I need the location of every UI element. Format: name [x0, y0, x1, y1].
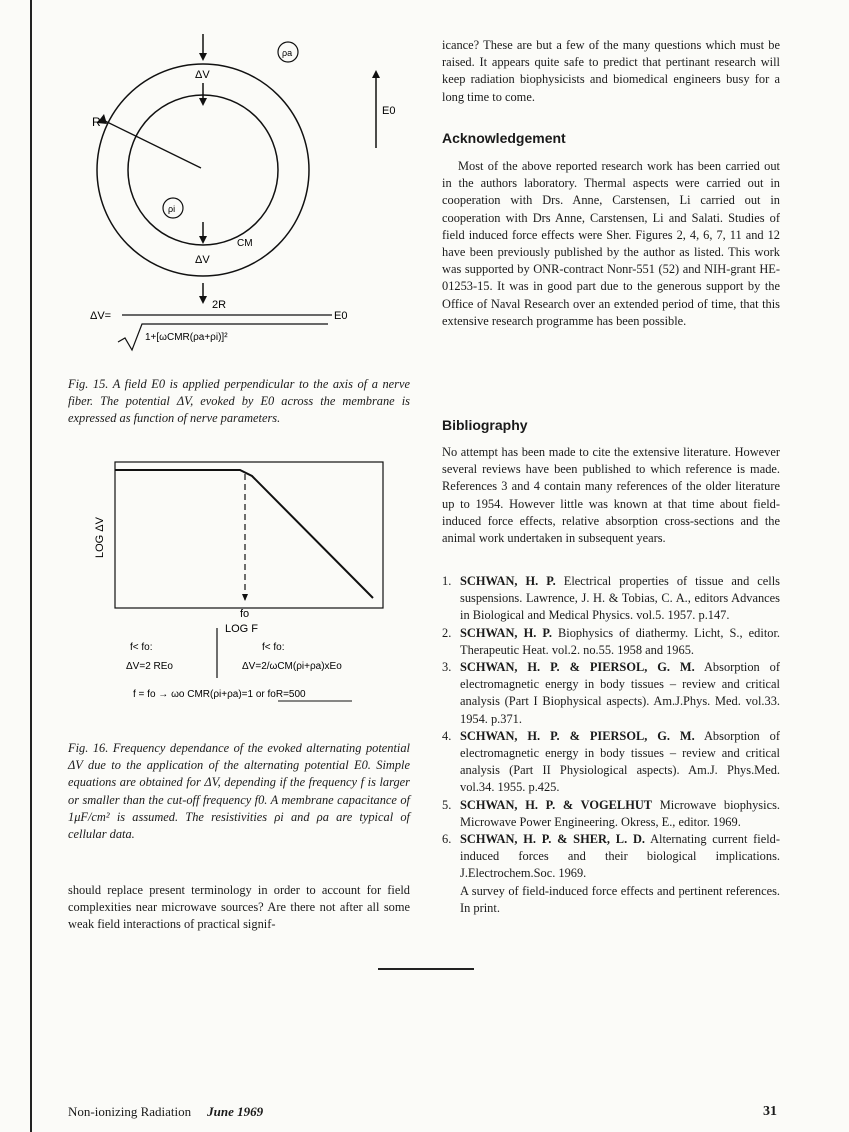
- label-pa: ρa: [282, 48, 293, 58]
- reference-authors: SCHWAN, H. P. & SHER, L. D.: [460, 832, 645, 847]
- figure-15-diagram: [70, 28, 410, 358]
- high-freq-equation: ΔV=2/ωCM(ρi+ρa)xEo: [242, 661, 342, 672]
- reference-authors: SCHWAN, H. P. & VOGELHUT: [460, 797, 653, 812]
- acknowledgement-paragraph: Most of the above reported research work has been carried out in the authors laboratory. Thermal aspects were carried out in cooperation with Drs. Anne, Carstensen, Li carried out in cooperation with Drs Anne, Carstensen, Li and Salati. Studies of field induced force effects were Sher. Figures 2, 4, 6, 7, 11 and 12 have been previously published by the author as listed. This work was supported by ONR-contract Nonr-551 (52) and NIH-grant HE-01253-15. It was in good part due to the generous support by the Office of Naval Research over an extended period of time, that this extensive research programme has been possible.: [442, 159, 780, 328]
- acknowledgement-text: [442, 158, 780, 330]
- bibliography-intro: No attempt has been made to cite the extensive literature. However several reviews have been published to which reference is made. References 3 and 4 contain many references of the older literature up to 1954. However little was known at that time about field-induced force effects, relative absorption cross-sections and the animal work undertaken in subsequent years.: [442, 445, 780, 546]
- label-pi: ρi: [168, 204, 176, 214]
- response-curve: [115, 470, 373, 598]
- formula-rhs: E0: [334, 310, 348, 322]
- reference-text: Electrical properties of tissue and cells suspensions. Lawrence, J. H. & Tobias, C. A., editors Advances in Biological and Medical Physics. vol.5. 1957. p.147.: [460, 574, 780, 623]
- figure-15-caption: Fig. 15. A field E0 is applied perpendicular to the axis of a nerve fiber. The potential ΔV, evoked by E0 across the membrane is expressed as function of nerve parameters.: [68, 377, 410, 426]
- label-r: R: [92, 115, 101, 129]
- high-freq-condition: f< fo:: [262, 642, 285, 653]
- reference-item: 1. SCHWAN, H. P. Electrical properties of tissue and cells suspensions. Lawrence, J. H. & Tobias, C. A., editors Advances in Biological and Medical Physics. vol.5. 1957. p.147.: [442, 574, 780, 623]
- reference-list: [442, 573, 780, 917]
- figure-16-chart: [80, 450, 410, 710]
- plot-frame: [115, 462, 383, 608]
- bibliography-heading: Bibliography: [442, 417, 528, 433]
- reference-text: Absorption of electromagnetic energy in body tissues – review and critical analysis (Part II Physiological aspects). Am.J. Phys.Med. vol.34. 1955. p.425.: [460, 728, 781, 795]
- reference-authors: SCHWAN, H. P.: [460, 574, 556, 588]
- y-axis-label: LOG ΔV: [94, 517, 106, 558]
- issue-date: June 1969: [207, 1104, 264, 1119]
- low-freq-equation: ΔV=2 REo: [126, 661, 173, 672]
- reference-authors: SCHWAN, H. P. & PIERSOL, G. M.: [460, 660, 695, 675]
- reference-text: Microwave biophysics. Microwave Power Engineering. Okress, E., editor. 1969.: [460, 797, 780, 829]
- reference-item: 6. SCHWAN, H. P. & SHER, L. D. Alternating current field-induced forces and their biological implications. J.Electrochem.Soc. 1969.: [442, 832, 780, 881]
- end-rule: [378, 968, 474, 970]
- reference-authors: SCHWAN, H. P. & PIERSOL, G. M.: [460, 728, 695, 743]
- reference-item: 3. SCHWAN, H. P. & PIERSOL, G. M. Absorption of electromagnetic energy in body tissues – review and critical analysis (Part I Biophysical aspects). Am.J.Phys. Med. vol.33. 1954. p.371.: [442, 660, 781, 726]
- radius-line: [103, 120, 201, 168]
- page-binding-edge: [30, 0, 32, 1132]
- page-number: 31: [763, 1104, 777, 1119]
- x-axis-label: LOG F: [225, 623, 259, 635]
- reference-text: Absorption of electromagnetic energy in body tissues – review and critical analysis (Part I Biophysical aspects). Am.J.Phys. Med. vol.33. 1954. p.371.: [460, 660, 781, 726]
- reference-item: 4. SCHWAN, H. P. & PIERSOL, G. M. Absorption of electromagnetic energy in body tissues – review and critical analysis (Part II Physiological aspects). Am.J. Phys.Med. vol.34. 1955. p.425.: [442, 728, 781, 795]
- reference-authors: SCHWAN, H. P.: [460, 625, 552, 640]
- formula-lhs: ΔV=: [90, 310, 112, 322]
- low-freq-condition: f< fo:: [130, 642, 153, 653]
- formula-denominator: 1+[ωCMR(ρa+ρi)]²: [145, 332, 228, 343]
- cutoff-equation: f = fo → ωo CMR(ρi+ρa)=1 or foR=500: [133, 689, 306, 700]
- formula-numerator: 2R: [212, 299, 227, 311]
- footer-journal: [68, 1104, 263, 1120]
- reference-item: 2. SCHWAN, H. P. Biophysics of diathermy. Licht, S., editor. Therapeutic Heat. vol.2. no.55. 1958 and 1965.: [442, 625, 780, 657]
- right-column-continuation-text: icance? These are but a few of the many questions which must be raised. It appears quite safe to predict that pertinant research will keep radiation biophysicists and biomedical engineers busy for a long time to come.: [442, 38, 780, 104]
- reference-text: Biophysics of diathermy. Licht, S., editor. Therapeutic Heat. vol.2. no.55. 1958 and 1965.: [460, 625, 780, 657]
- reference-item: 5. SCHWAN, H. P. & VOGELHUT Microwave biophysics. Microwave Power Engineering. Okress, E., editor. 1969.: [442, 797, 780, 829]
- reference-text: Alternating current field-induced forces and their biological implications. J.Electrochem.Soc. 1969.: [460, 832, 780, 881]
- journal-title: Non-ionizing Radiation: [68, 1104, 192, 1119]
- left-column-body-text: should replace present terminology in order to account for field complexities near microwave sources? Are there not after all some weak field interactions of practical signif-: [68, 883, 410, 932]
- label-dv-bottom: ΔV: [195, 254, 210, 266]
- acknowledgement-heading: Acknowledgement: [442, 130, 566, 146]
- label-e0: E0: [382, 105, 396, 117]
- figure-16-caption: Fig. 16. Frequency dependance of the evoked alternating potential ΔV due to the application of the alternating potential E0. Simple equations are obtained for ΔV, depending if the frequency f is larger or smaller than the cut-off frequency f0. A membrane capacitance of 1μF/cm² is assumed. The resistivities ρi and ρa are typical of cellular data.: [68, 741, 410, 842]
- label-cm: CM: [237, 238, 253, 249]
- reference-survey-note: A survey of field-induced force effects and pertinent references. In print.: [460, 883, 780, 915]
- f0-tick-label: fo: [240, 608, 250, 620]
- label-dv-top: ΔV: [195, 69, 210, 81]
